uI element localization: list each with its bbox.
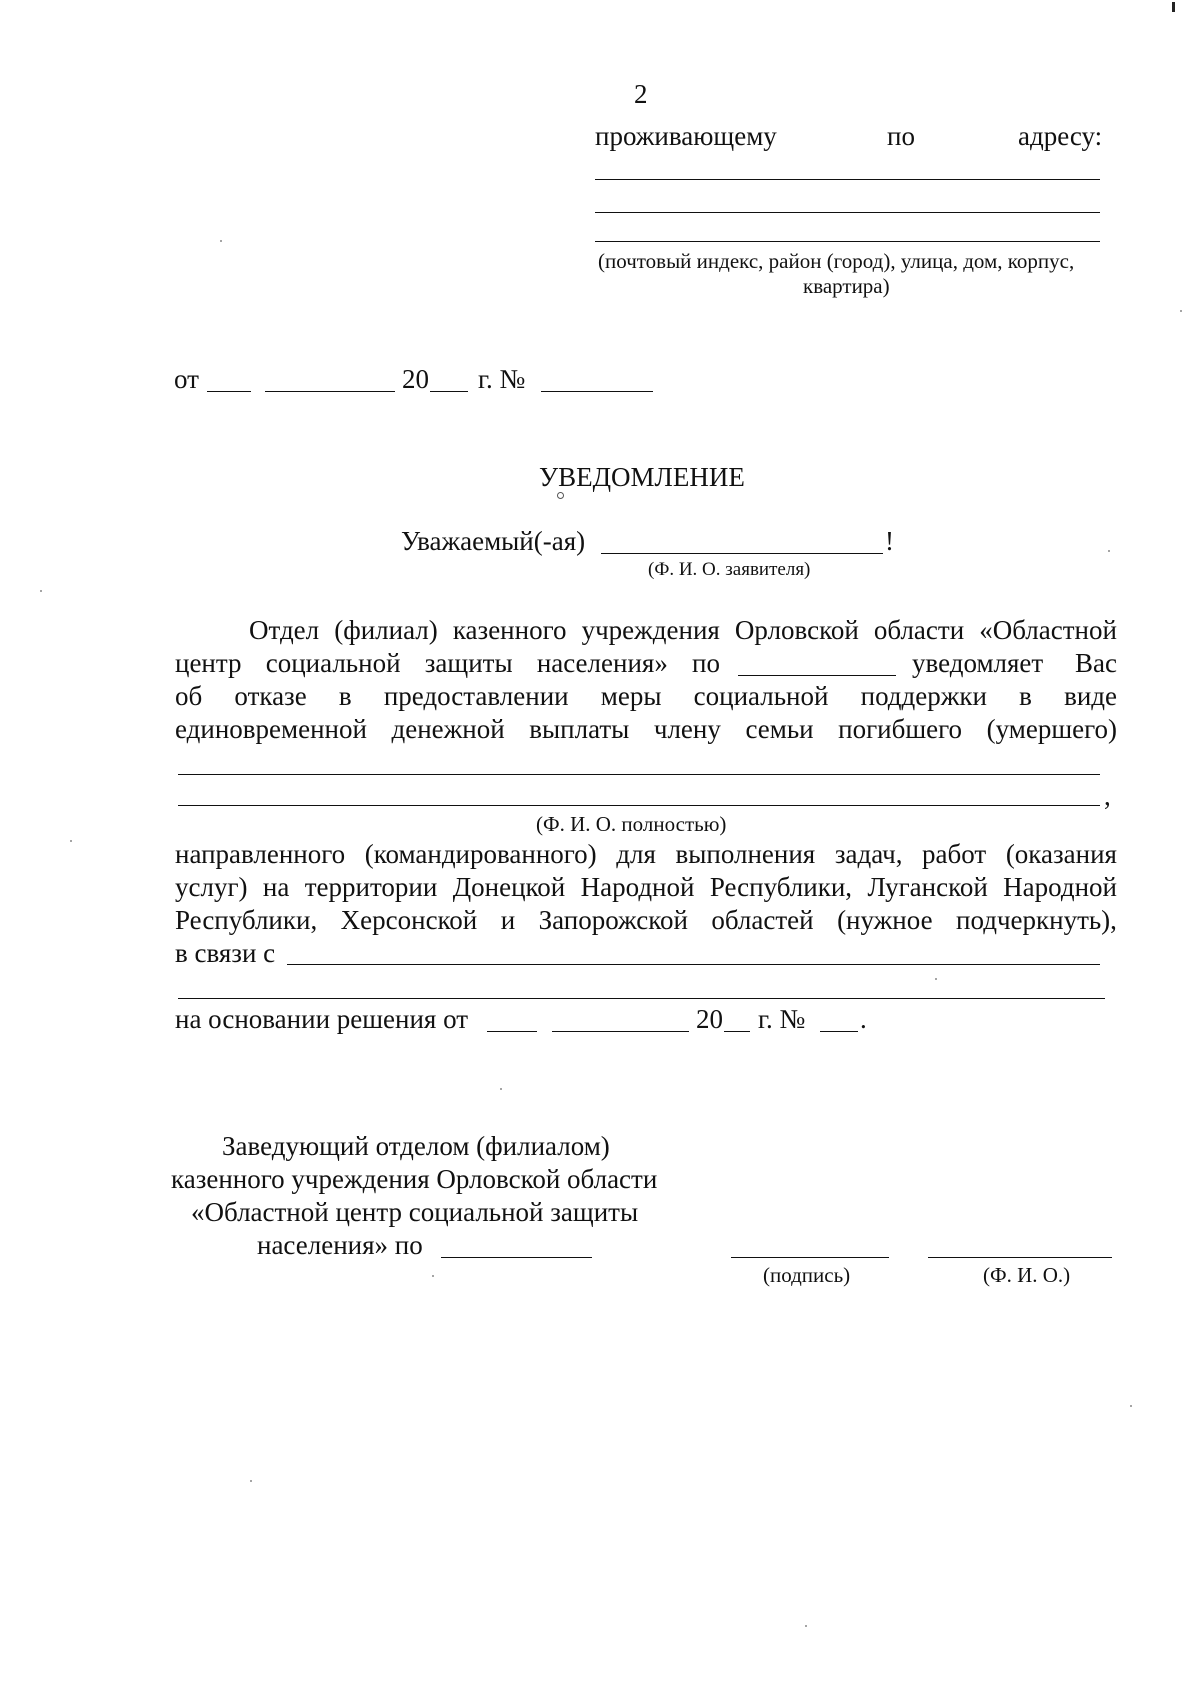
address-intro-word-1: проживающему bbox=[595, 121, 777, 151]
greeting-text: Уважаемый(-ая) bbox=[401, 526, 586, 556]
title-mark-dot bbox=[557, 492, 564, 499]
deceased-name-field-2[interactable] bbox=[178, 805, 1100, 806]
decision-number-label: г. № bbox=[758, 1004, 806, 1034]
body-line-7: Республики, Херсонской и Запорожской областей (нужное подчеркнуть), bbox=[175, 905, 1117, 935]
decision-end-period: . bbox=[860, 1004, 867, 1034]
signature-hint: (подпись) bbox=[763, 1263, 851, 1287]
applicant-name-field[interactable] bbox=[601, 553, 883, 554]
date-day-field[interactable] bbox=[207, 391, 251, 392]
address-hint-line-1: (почтовый индекс, район (город), улица, дом, корпус, bbox=[598, 249, 1075, 273]
signature-field[interactable] bbox=[731, 1257, 889, 1258]
applicant-name-hint: (Ф. И. О. заявителя) bbox=[648, 559, 811, 580]
date-number-label: г. № bbox=[478, 364, 526, 394]
scan-speck bbox=[1172, 2, 1175, 12]
body-line-1: Отдел (филиал) казенного учреждения Орловской области «Областной bbox=[249, 615, 1117, 645]
scan-speck bbox=[250, 1480, 252, 1482]
scan-speck bbox=[935, 978, 937, 980]
address-line-3[interactable] bbox=[595, 241, 1100, 242]
scan-speck bbox=[220, 240, 222, 242]
deceased-name-hint: (Ф. И. О. полностью) bbox=[536, 812, 727, 836]
address-line-2[interactable] bbox=[595, 212, 1100, 213]
body-line-5: направленного (командированного) для выполнения задач, работ (оказания bbox=[175, 839, 1117, 869]
address-hint-line-2: квартира) bbox=[803, 274, 890, 298]
reason-label: в связи с bbox=[175, 938, 276, 968]
body-line-6: услуг) на территории Донецкой Народной Республики, Луганской Народной bbox=[175, 872, 1117, 902]
deceased-name-field-1[interactable] bbox=[178, 774, 1100, 775]
scan-speck bbox=[500, 1088, 502, 1090]
date-from-label: от bbox=[174, 364, 199, 394]
reason-field-1[interactable] bbox=[287, 964, 1100, 965]
body-line-2b: уведомляет Вас bbox=[912, 648, 1117, 678]
decision-month-field[interactable] bbox=[552, 1031, 689, 1032]
signer-title-line-1: Заведующий отделом (филиалом) bbox=[222, 1131, 610, 1161]
scan-speck bbox=[1180, 310, 1182, 312]
date-year-prefix: 20 bbox=[402, 364, 429, 394]
body-line-2a: центр социальной защиты населения» по bbox=[175, 648, 720, 678]
date-month-field[interactable] bbox=[265, 391, 395, 392]
scan-speck bbox=[70, 840, 72, 842]
decision-label: на основании решения от bbox=[175, 1004, 469, 1034]
signer-title-line-3: «Областной центр социальной защиты bbox=[191, 1197, 639, 1227]
scan-speck bbox=[1108, 550, 1110, 552]
decision-number-field[interactable] bbox=[820, 1031, 858, 1032]
document-title: УВЕДОМЛЕНИЕ bbox=[539, 462, 745, 492]
page-number: 2 bbox=[634, 79, 648, 109]
signer-title-line-4: населения» по bbox=[257, 1230, 423, 1260]
signer-name-hint: (Ф. И. О.) bbox=[983, 1263, 1071, 1287]
address-line-1[interactable] bbox=[595, 179, 1100, 180]
address-intro-word-2: по bbox=[887, 121, 915, 151]
signer-branch-field[interactable] bbox=[441, 1257, 592, 1258]
scan-speck bbox=[40, 590, 42, 592]
decision-year-field[interactable] bbox=[724, 1031, 750, 1032]
document-number-field[interactable] bbox=[541, 391, 653, 392]
scan-speck bbox=[1130, 1405, 1132, 1407]
decision-year-prefix: 20 bbox=[696, 1004, 723, 1034]
signer-name-field[interactable] bbox=[928, 1257, 1112, 1258]
deceased-name-comma: , bbox=[1104, 781, 1111, 811]
branch-location-field[interactable] bbox=[738, 675, 896, 676]
date-year-field[interactable] bbox=[430, 391, 468, 392]
scan-speck bbox=[432, 1275, 434, 1277]
greeting-exclamation: ! bbox=[885, 526, 894, 556]
body-line-4: единовременной денежной выплаты члену семьи погибшего (умершего) bbox=[175, 714, 1117, 744]
reason-field-2[interactable] bbox=[178, 998, 1105, 999]
signer-title-line-2: казенного учреждения Орловской области bbox=[171, 1164, 658, 1194]
body-line-3: об отказе в предоставлении меры социальной поддержки в виде bbox=[175, 681, 1117, 711]
scan-speck bbox=[805, 1625, 807, 1627]
decision-day-field[interactable] bbox=[487, 1031, 537, 1032]
address-intro-word-3: адресу: bbox=[1018, 121, 1103, 151]
